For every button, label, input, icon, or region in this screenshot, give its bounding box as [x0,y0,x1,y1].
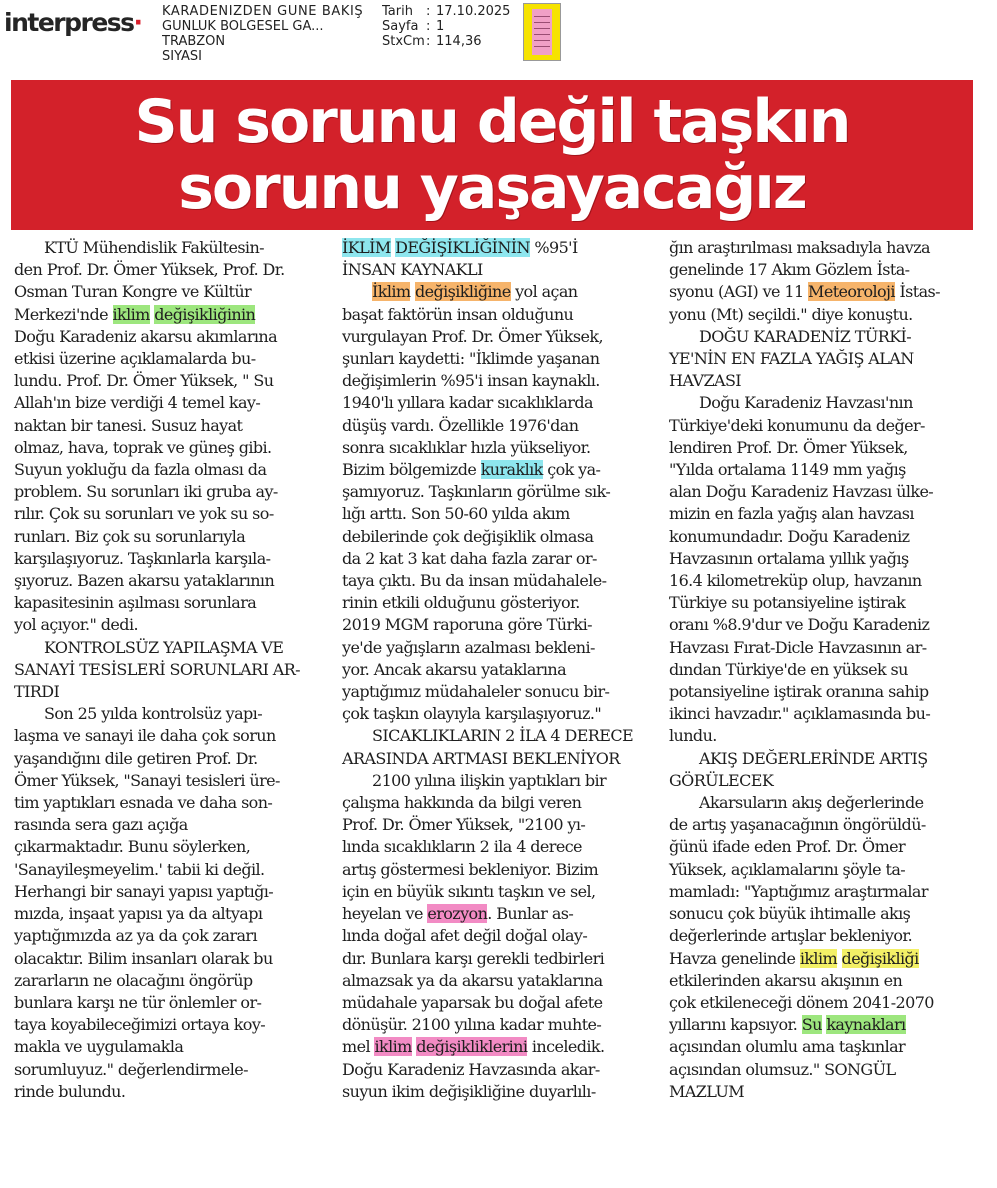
meta-row-date: Tarih : 17.10.2025 [382,4,511,19]
text-line [342,304,648,326]
text-line [342,281,648,303]
text-segment: 16.4 kilometreküp olup, havzanın [669,571,922,591]
text-line [669,614,975,636]
text-segment: için en büyük sıkıntı taşkın ve sel, [342,881,596,901]
text-segment: almazsak ya da akarsu yataklarına [342,970,603,990]
text-line [14,903,316,925]
highlighted-keyword: iklim [799,948,838,968]
text-line [669,659,975,681]
text-segment: ye'de yağışların azalması bekleni- [342,637,595,657]
text-segment: ğünü ifade eden Prof. Dr. Ömer [669,837,906,857]
text-line [14,237,316,259]
text-line [14,592,316,614]
text-line [342,748,648,770]
text-segment: . Bunlar as- [487,904,574,924]
text-line [14,992,316,1014]
text-line [669,392,975,414]
text-segment: "Yılda ortalama 1149 mm yağış [669,460,906,480]
text-line [669,970,975,992]
text-line [342,592,648,614]
text-segment: den Prof. Dr. Ömer Yüksek, Prof. Dr. [14,260,285,280]
text-line [14,304,316,326]
text-line [14,881,316,903]
text-line [342,992,648,1014]
text-segment: şıyoruz. Bazen akarsu yataklarının [14,571,275,591]
text-line [14,459,316,481]
text-segment: TIRDI [14,682,60,702]
text-segment: açısından olumsuz." SONGÜL [669,1059,896,1079]
text-line [669,637,975,659]
text-segment: rılır. Çok su sorunları ve yok su so- [14,504,274,524]
text-segment: problem. Su sorunları iki gruba ay- [14,482,278,502]
text-line [342,259,648,281]
text-line [342,659,648,681]
text-line [669,948,975,970]
text-segment: heyelan ve [342,904,428,924]
text-line [342,703,648,725]
text-segment: suyun ikim değişikliğine duyarlılı- [342,1081,596,1101]
text-line [14,637,316,659]
text-line [14,570,316,592]
text-segment: lığı arttı. Son 50-60 yılda akım [342,504,570,524]
text-line [342,1036,648,1058]
headline-line-1: Su sorunu değil taşkın [134,87,850,157]
text-segment: şunları kaydetti: "İklimde yaşanan [342,349,600,369]
text-line [342,415,648,437]
text-segment: yol açıyor." dedi. [14,615,138,635]
text-line [669,881,975,903]
text-line [14,836,316,858]
text-segment: HAVZASI [669,371,742,391]
text-line [669,326,975,348]
highlighted-keyword: kuraklık [480,460,543,480]
text-line [14,392,316,414]
text-segment: artış göstermesi bekleniyor. Bizim [342,859,599,879]
text-segment: syonu (AGI) ve 11 [669,282,809,302]
text-line [669,481,975,503]
text-segment: da 2 kat 3 kat daha fazla zarar or- [342,548,597,568]
highlighted-keyword: İklim [372,282,411,302]
text-segment: dından Türkiye'de en yüksek su [669,659,908,679]
text-line [14,970,316,992]
text-segment: inceledik. [527,1037,605,1057]
text-segment: olacaktır. Bilim insanları olarak bu [14,948,273,968]
text-line [342,903,648,925]
text-segment: rinin etkili olduğunu gösteriyor. [342,593,580,613]
text-line [342,370,648,392]
text-segment: lında doğal afet değil doğal olay- [342,926,588,946]
text-line [14,503,316,525]
text-line [669,459,975,481]
page-thumbnail[interactable] [523,3,561,61]
text-line [14,948,316,970]
text-segment: düşüş vardı. Özellikle 1976'dan [342,415,579,435]
text-line [342,637,648,659]
highlighted-keyword: değişikliğine [414,282,511,302]
highlighted-keyword: iklim [112,304,150,324]
text-line [669,792,975,814]
text-line [14,859,316,881]
publication-category: SİYASİ [162,49,202,64]
text-line [14,415,316,437]
text-line [342,681,648,703]
text-segment [837,949,842,968]
text-segment: de artış yaşanacağının öngörüldü- [669,815,926,835]
text-segment: dönüşür. 2100 yılına kadar muhte- [342,1015,602,1035]
text-segment: 'Sanayileşmeyelim.' tabii ki değil. [14,859,265,879]
text-line [669,437,975,459]
text-line [342,614,648,636]
text-line [14,725,316,747]
text-segment: SICAKLIKLARIN 2 İLA 4 DERECE [372,726,634,746]
text-line [342,392,648,414]
text-segment: çok etkileneceği dönem 2041-2070 [669,992,934,1012]
article-column-3 [669,237,975,1103]
text-segment: İstas- [894,282,940,302]
text-segment: şamıyoruz. Taşkınların görülme sık- [342,482,611,502]
text-line [669,259,975,281]
text-segment: çok ya- [542,460,601,480]
text-line [669,748,975,770]
text-segment: Doğu Karadeniz Havzası'nın [699,393,913,413]
text-segment: makla ve uygulamakla [14,1037,184,1057]
text-segment: karşılaşıyoruz. Taşkınlarla karşıla- [14,548,271,568]
text-segment: sonucu çok büyük ihtimalle akış [669,904,911,924]
text-line [342,348,648,370]
text-segment: debilerinde çok değişiklik olmasa [342,526,594,546]
text-segment: alan Doğu Karadeniz Havzası ülke- [669,482,934,502]
meta-row-page: Sayfa : 1 [382,19,445,34]
text-line [342,570,648,592]
highlighted-keyword: Su [801,1015,822,1035]
text-line [669,703,975,725]
text-line [342,437,648,459]
text-line [669,814,975,836]
text-segment: Ömer Yüksek, "Sanayi tesisleri üre- [14,770,280,790]
text-segment: Havzasının ortalama yıllık yağış [669,548,909,568]
text-segment: ğın araştırılması maksadıyla havza [669,238,930,257]
text-segment: rasında sera gazı açığa [14,815,188,835]
text-line [14,925,316,947]
text-segment: yaşandığını dile getiren Prof. Dr. [14,748,258,768]
text-line [342,881,648,903]
text-segment: çalışma hakkında da bilgi veren [342,793,582,813]
text-line [669,237,975,259]
highlighted-keyword: erozyon [427,904,488,924]
text-segment: Herhangi bir sanayi yapısı yaptığı- [14,881,274,901]
text-segment: Akarsuların akış değerlerinde [699,793,924,813]
text-segment: sorumluyuz." değerlendirmele- [14,1059,248,1079]
text-line [669,681,975,703]
text-line [14,814,316,836]
text-segment: olmaz, hava, toprak ve güneş gibi. [14,437,272,457]
clipping-meta [382,4,522,49]
text-segment: 1940'lı yıllara kadar sıcaklıklarda [342,393,593,413]
text-line [14,703,316,725]
text-line [14,259,316,281]
text-line [14,281,316,303]
text-line [342,948,648,970]
text-segment: mizin en fazla yağış alan havzası [669,504,914,524]
text-segment: Yüksek, açıklamalarını şöyle ta- [669,859,906,879]
text-line [14,1081,316,1103]
text-segment: Bizim bölgemizde [342,460,481,480]
text-line [342,548,648,570]
text-segment: Türkiye su potansiyeline iştirak [669,593,906,613]
text-line [669,836,975,858]
text-line [669,304,975,326]
text-segment: müdahale yaparsak bu doğal afete [342,992,603,1012]
text-segment: bunlara karşı ne tür önlemler or- [14,992,262,1012]
text-line [14,437,316,459]
text-segment: mel [342,1037,375,1057]
meta-row-size: StxCm: 114,36 [382,34,482,49]
text-line [669,1081,975,1103]
text-line [342,925,648,947]
publication-name: KARADENİZDEN GÜNE BAKIŞ [162,4,364,19]
text-line [342,792,648,814]
text-line [342,1059,648,1081]
text-segment: yonu (Mt) seçildi." diye konuştu. [669,304,913,324]
text-segment: GÖRÜLECEK [669,770,774,790]
text-segment: ARASINDA ARTMASI BEKLENİYOR [342,748,620,768]
text-segment: yol açan [510,282,578,302]
text-line [669,503,975,525]
text-line [14,481,316,503]
text-segment: yaptığımız müdahaleler sonucu bir- [342,682,610,702]
text-segment: Havza genelinde [669,948,800,968]
text-line [669,1036,975,1058]
highlighted-keyword: değişikliği [841,948,919,968]
text-segment: KTÜ Mühendislik Fakültesin- [44,238,264,257]
text-line [14,681,316,703]
highlighted-keyword: kaynakları [826,1015,906,1035]
text-segment: vurgulayan Prof. Dr. Ömer Yüksek, [342,326,603,346]
text-segment: KONTROLSÜZ YAPILAŞMA VE [44,637,284,657]
text-segment: çıkarmaktadır. Bunu söylerken, [14,837,251,857]
text-segment: Suyun yokluğu da fazla olması da [14,460,267,480]
text-segment: tim yaptıkları esnada ve daha son- [14,793,273,813]
text-segment: taya koyabileceğimizi ortaya koy- [14,1015,266,1035]
highlighted-keyword: iklim [374,1037,412,1057]
text-segment: oranı %8.9'dur ve Doğu Karadeniz [669,615,930,635]
highlighted-keyword: İKLİM [342,238,391,257]
text-segment: Merkezi'nde [14,304,113,324]
text-segment: lında sıcaklıkların 2 ila 4 derece [342,837,582,857]
text-line [669,1059,975,1081]
text-segment: lundu. [669,726,717,746]
text-line [14,526,316,548]
text-segment: Osman Turan Kongre ve Kültür [14,282,252,302]
text-segment: Son 25 yılda kontrolsüz yapı- [44,704,263,724]
text-line [342,503,648,525]
text-segment: Doğu Karadeniz akarsu akımlarına [14,326,278,346]
text-line [342,459,648,481]
text-line [14,659,316,681]
text-segment: dır. Bunlara karşı gerekli tedbirleri [342,948,605,968]
highlighted-keyword: değişikliğinin [154,304,256,324]
highlighted-keyword: DEĞİŞİKLİĞİNİN [395,238,530,257]
text-segment: 2100 yılına ilişkin yaptıkları bir [372,770,607,790]
text-segment: çok taşkın olayıyla karşılaşıyoruz." [342,704,602,724]
text-line [14,792,316,814]
headline-banner [11,80,973,230]
text-line [342,770,648,792]
text-segment: açısından olumlu ama taşkınlar [669,1037,906,1057]
text-segment: taya çıktı. Bu da insan müdahalele- [342,571,607,591]
text-segment: lendiren Prof. Dr. Ömer Yüksek, [669,437,908,457]
text-segment: mamladı: "Yaptığımız araştırmalar [669,881,928,901]
highlighted-keyword: Meteoroloji [808,282,895,302]
text-segment: etkilerinden akarsu akışının en [669,970,903,990]
text-line [342,859,648,881]
article-column-1 [14,237,316,1103]
text-segment: naktan bir tanesi. Susuz hayat [14,415,243,435]
publication-info [162,4,382,64]
text-segment: Türkiye'deki konumunu da değer- [669,415,925,435]
text-segment: zararların ne olacağını öngörüp [14,970,253,990]
text-line [14,1014,316,1036]
text-segment: Havzası Fırat-Dicle Havzasının ar- [669,637,927,657]
text-line [669,725,975,747]
text-segment: yaptığımızda az ya da çok zararı [14,926,257,946]
text-line [669,903,975,925]
text-line [14,614,316,636]
text-segment: SANAYİ TESİSLERİ SORUNLARI AR- [14,659,300,679]
text-segment: genelinde 17 Akım Gözlem İsta- [669,260,910,280]
text-segment: lundu. Prof. Dr. Ömer Yüksek, " Su [14,371,274,391]
text-line [669,925,975,947]
text-line [14,348,316,370]
text-line [669,415,975,437]
text-segment: MAZLUM [669,1081,745,1101]
text-line [342,326,648,348]
text-line [342,836,648,858]
text-segment: Doğu Karadeniz Havzasında akar- [342,1059,600,1079]
text-line [669,859,975,881]
text-line [669,592,975,614]
text-segment: başat faktörün insan olduğunu [342,304,574,324]
text-segment: sonra sıcaklıklar hızla yükseliyor. [342,437,591,457]
text-line [669,548,975,570]
text-segment: İNSAN KAYNAKLI [342,260,483,280]
highlighted-keyword: değişikliklerini [416,1037,528,1057]
text-line [14,548,316,570]
text-line [669,281,975,303]
text-segment: laşma ve sanayi ile daha çok sorun [14,726,276,746]
text-line [669,770,975,792]
text-segment: YE'NİN EN FAZLA YAĞIŞ ALAN [669,349,914,369]
text-line [14,326,316,348]
text-segment: değişimlerin %95'i insan kaynaklı. [342,371,600,391]
text-line [342,725,648,747]
text-line [14,1059,316,1081]
text-segment: runları. Biz çok su sorunlarıyla [14,526,246,546]
text-segment: DOĞU KARADENİZ TÜRKİ- [699,326,912,346]
text-segment: Allah'ın bize verdiği 4 temel kay- [14,393,261,413]
text-segment: etkisi üzerine açıklamalarda bu- [14,349,256,369]
text-segment: yıllarını kapsıyor. [669,1015,802,1035]
text-line [669,570,975,592]
text-line [669,348,975,370]
text-segment: %95'İ [529,238,578,257]
text-segment: 2019 MGM raporuna göre Türki- [342,615,592,635]
text-line [342,1014,648,1036]
text-line [669,1014,975,1036]
text-line [342,1081,648,1103]
text-line [342,970,648,992]
publication-type: GÜNLÜK BÖLGESEL GA... [162,19,324,34]
article-column-2 [342,237,648,1103]
text-segment: Prof. Dr. Ömer Yüksek, "2100 yı- [342,815,586,835]
interpress-logo: interpress· [4,8,142,37]
text-segment: kapasitesinin aşılması sorunlara [14,593,257,613]
text-line [14,1036,316,1058]
text-segment: yor. Ancak akarsu yataklarına [342,659,567,679]
publication-city: TRABZON [162,34,226,49]
text-line [342,526,648,548]
text-segment: rinde bulundu. [14,1081,126,1101]
text-line [342,481,648,503]
text-line [669,992,975,1014]
text-segment: konumundadır. Doğu Karadeniz [669,526,910,546]
text-line [342,237,648,259]
text-line [342,814,648,836]
text-line [14,748,316,770]
headline-line-2: sorunu yaşayacağız [178,153,806,223]
text-segment: AKIŞ DEĞERLERİNDE ARTIŞ [699,748,928,768]
text-line [669,370,975,392]
text-segment: mızda, inşaat yapısı ya da altyapı [14,904,263,924]
text-segment: değerlerinde artışlar bekleniyor. [669,926,913,946]
text-line [669,526,975,548]
text-line [14,770,316,792]
text-segment: potansiyeline iştirak oranına sahip [669,682,929,702]
text-segment: ikinci havzadır." açıklamasında bu- [669,704,931,724]
text-line [14,370,316,392]
